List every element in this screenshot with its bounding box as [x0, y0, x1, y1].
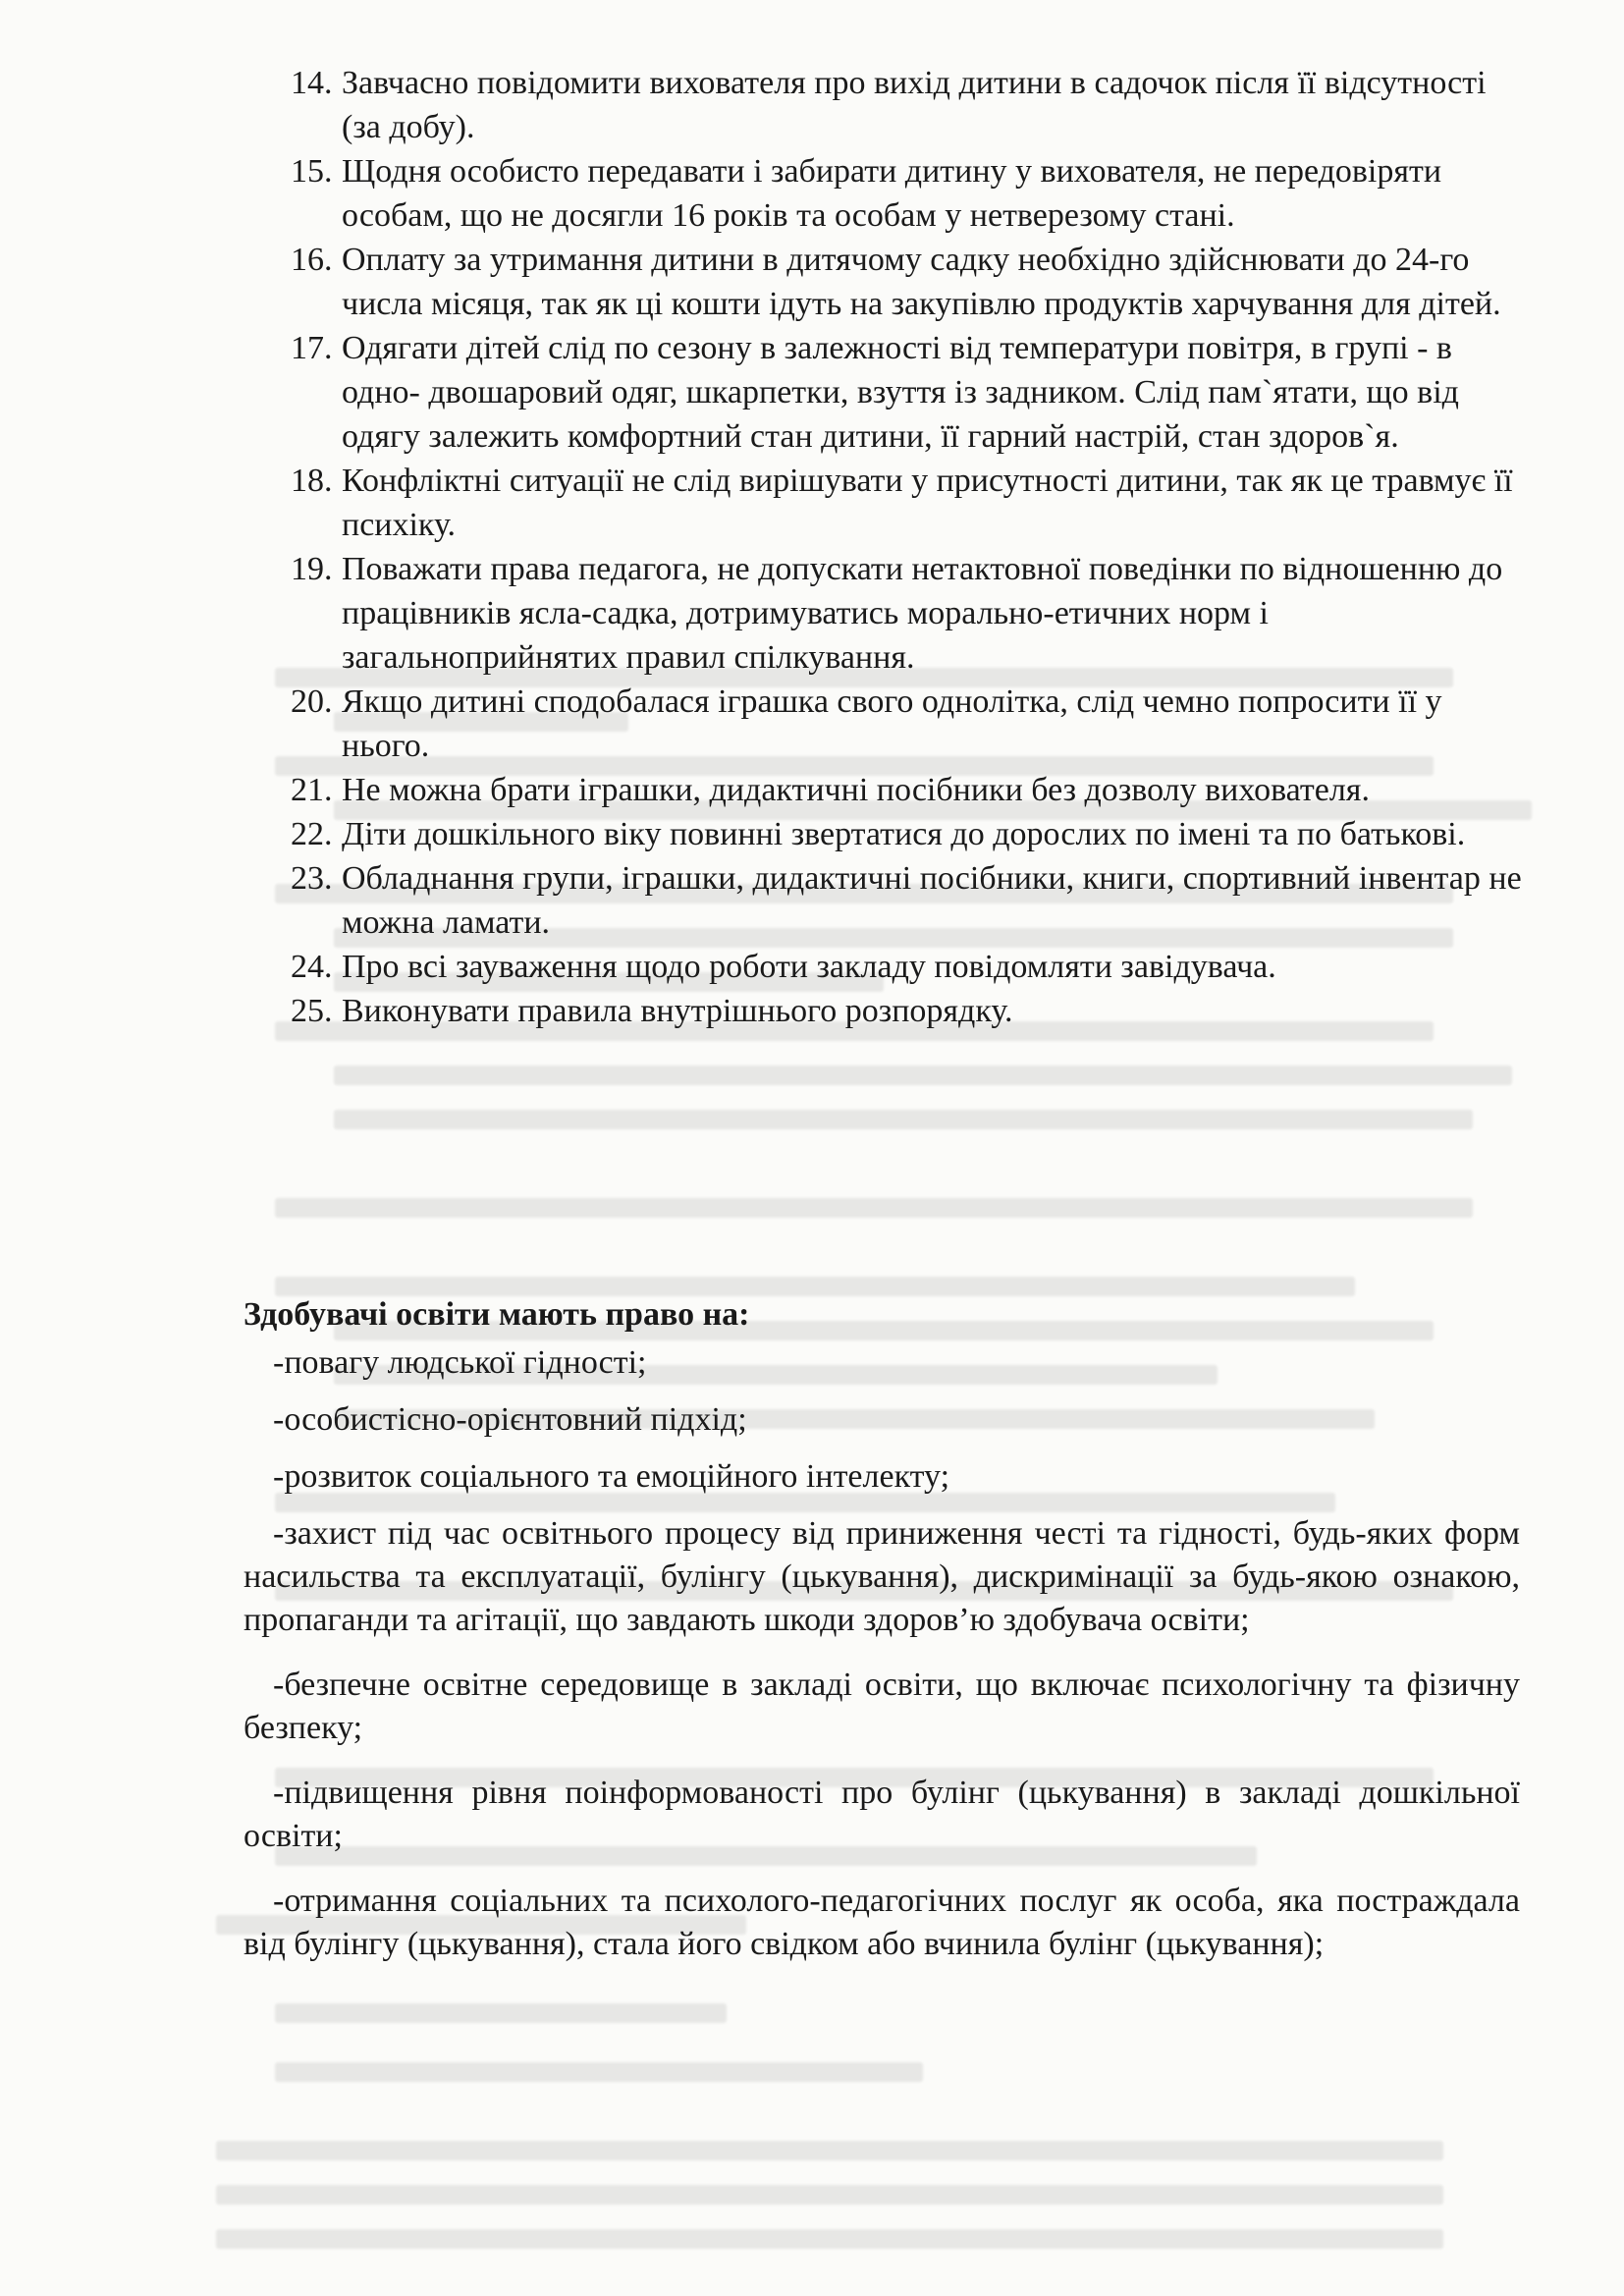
- item-number: 24.: [291, 949, 333, 985]
- list-item: [0, 61, 1624, 149]
- item-text: Одягати дітей слід по сезону в залежності від температури повітря, в групі - в одно- двошаровий одяг, шкарпетки, взуття із задником. Слід пам`ятати, що від одягу залежить комфортний стан дитини, її гарний настрій, стан здоров`я.: [342, 330, 1459, 455]
- item-text: Виконувати правила внутрішнього розпорядку.: [342, 993, 1013, 1029]
- item-text: Обладнання групи, іграшки, дидактичні посібники, книги, спортивний інвентар не можна ламати.: [342, 860, 1522, 941]
- item-text: Якщо дитині сподобалася іграшка свого однолітка, слід чемно попросити її у нього.: [342, 683, 1442, 764]
- list-item: [0, 459, 1624, 547]
- item-text: Поважати права педагога, не допускати нетактовної поведінки по відношенню до працівників ясла-садка, дотримуватись морально-етичних норм і загальноприйнятих правил спілкування.: [342, 551, 1503, 676]
- list-item: [0, 238, 1624, 326]
- item-number: 17.: [291, 330, 333, 366]
- list-item: [0, 989, 1624, 1033]
- item-number: 20.: [291, 683, 333, 720]
- item-number: 14.: [291, 65, 333, 101]
- rights-item: -особистісно-орієнтовний підхід;: [273, 1401, 747, 1438]
- rights-heading: Здобувачі освіти мають право на:: [244, 1296, 750, 1333]
- list-item: [0, 812, 1624, 856]
- item-number: 16.: [291, 242, 333, 278]
- rights-item: -підвищення рівня поінформованості про булінг (цькування) в закладі дошкільної освіти;: [244, 1775, 1520, 1854]
- item-number: 22.: [291, 816, 333, 852]
- rights-item: -захист під час освітнього процесу від приниження честі та гідності, будь-яких форм насильства та експлуатації, булінгу (цькування), дискримінації за будь-якою ознакою, пропаганди та агітації, що завдають шкоди здоров’ю здобувача освіти;: [244, 1515, 1520, 1638]
- list-item: [0, 768, 1624, 812]
- list-item: [0, 149, 1624, 238]
- rules-numbered-list: [0, 61, 1624, 1033]
- item-text: Оплату за утримання дитини в дитячому садку необхідно здійснювати до 24-го числа місяця, так як ці кошти ідуть на закупівлю продуктів харчування для дітей.: [342, 242, 1501, 322]
- item-number: 23.: [291, 860, 333, 897]
- list-item: [0, 945, 1624, 989]
- item-text: Щодня особисто передавати і забирати дитину у вихователя, не передовіряти особам, що не досягли 16 років та особам у нетверезому стані.: [342, 153, 1442, 234]
- item-text: Про всі зауваження щодо роботи закладу повідомляти завідувача.: [342, 949, 1276, 985]
- item-text: Конфліктні ситуації не слід вирішувати у присутності дитини, так як це травмує її психіку.: [342, 463, 1513, 543]
- item-text: Завчасно повідомити вихователя про вихід дитини в садочок після її відсутності (за добу).: [342, 65, 1487, 145]
- rights-item: -повагу людської гідності;: [273, 1344, 647, 1381]
- rights-item: -отримання соціальних та психолого-педагогічних послуг як особа, яка постраждала від булінгу (цькування), стала його свідком або вчинила булінг (цькування);: [244, 1883, 1520, 1962]
- rights-item: -розвиток соціального та емоційного інтелекту;: [273, 1458, 950, 1495]
- item-number: 15.: [291, 153, 333, 190]
- item-number: 25.: [291, 993, 333, 1029]
- item-text: Не можна брати іграшки, дидактичні посібники без дозволу вихователя.: [342, 772, 1370, 808]
- list-item: [0, 326, 1624, 459]
- item-number: 19.: [291, 551, 333, 587]
- rights-item: -безпечне освітне середовище в закладі освіти, що включає психологічну та фізичну безпеку;: [244, 1667, 1520, 1746]
- item-number: 21.: [291, 772, 333, 808]
- rights-list: [244, 1341, 1520, 1988]
- list-item: [0, 856, 1624, 945]
- list-item: [0, 547, 1624, 680]
- item-text: Діти дошкільного віку повинні звертатися до дорослих по імені та по батькові.: [342, 816, 1466, 852]
- item-number: 18.: [291, 463, 333, 499]
- list-item: [0, 680, 1624, 768]
